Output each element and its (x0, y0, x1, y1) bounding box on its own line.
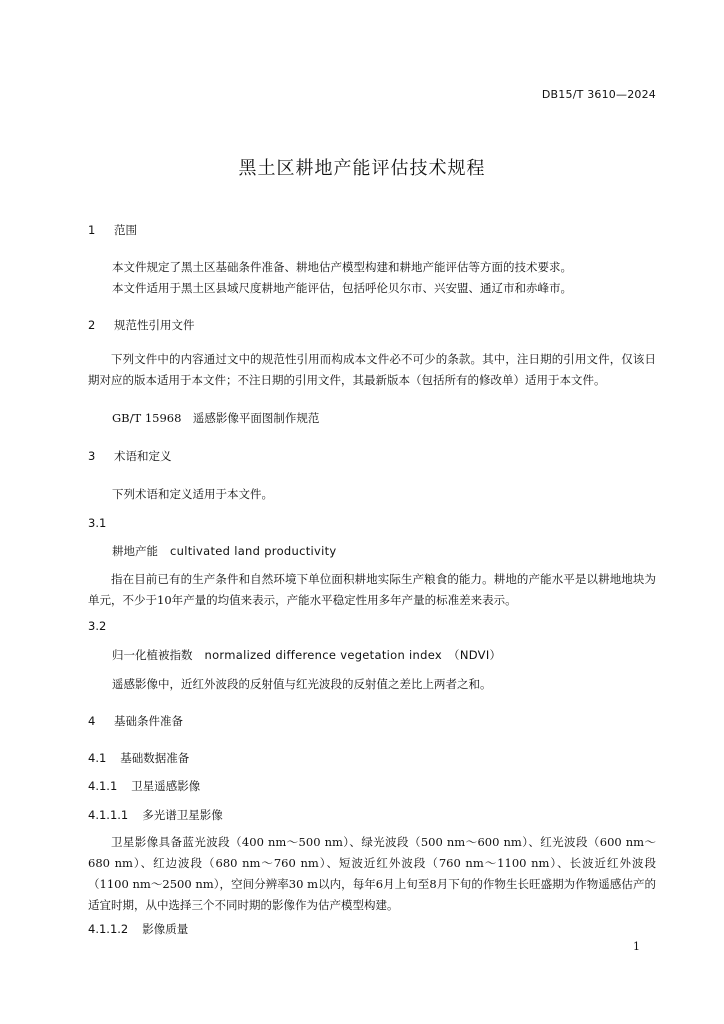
section-number: 4.1.1.1 (88, 808, 129, 822)
section-1-heading (88, 222, 137, 238)
section-number: 3 (88, 449, 96, 463)
term-definition: 遥感影像中，近红外波段的反射值与红光波段的反射值之差比上两者之和。 (112, 677, 492, 691)
paragraph: 下列术语和定义适用于本文件。 (112, 487, 273, 501)
term-number: 3.2 (88, 619, 107, 633)
section-number: 4.1 (88, 751, 107, 765)
paragraph: 下列文件中的内容通过文中的规范性引用而构成本文件必不可少的条款。其中，注日期的引用文件，仅该日期对应的版本适用于本文件；不注日期的引用文件，其最新版本（包括所有的修改单）适用于本文件。 (88, 352, 656, 387)
section-2-heading (88, 317, 195, 333)
subsection-heading (88, 807, 223, 823)
section-title: 卫星遥感影像 (131, 779, 201, 793)
term-heading (112, 647, 501, 663)
section-title: 范围 (114, 223, 137, 237)
paragraph: 本文件适用于黑土区县域尺度耕地产能评估，包括呼伦贝尔市、兴安盟、通辽市和赤峰市。 (112, 281, 572, 295)
page-number: 1 (633, 940, 640, 953)
term-english: normalized difference vegetation index （NDVI） (204, 648, 502, 662)
section-3-heading (88, 448, 172, 464)
term-definition: 指在目前已有的生产条件和自然环境下单位面积耕地实际生产粮食的能力。耕地的产能水平是以耕地地块为单元，不少于10年产量的均值来表示，产能水平稳定性用多年产量的标准差来表示。 (88, 572, 656, 607)
section-title: 影像质量 (142, 922, 189, 936)
section-title: 基础条件准备 (114, 714, 183, 728)
section-title: 规范性引用文件 (114, 318, 195, 332)
section-title: 多光谱卫星影像 (142, 808, 223, 822)
section-number: 1 (88, 223, 96, 237)
paragraph: 本文件规定了黑土区基础条件准备、耕地估产模型构建和耕地产能评估等方面的技术要求。 (112, 260, 572, 274)
subsection-heading (88, 778, 200, 794)
subsection-heading (88, 921, 188, 937)
section-title: 基础数据准备 (120, 751, 190, 765)
section-title: 术语和定义 (114, 449, 172, 463)
section-number: 2 (88, 318, 96, 332)
term-chinese: 耕地产能 (112, 544, 158, 558)
paragraph: 卫星影像具备蓝光波段（400 nm～500 nm）、绿光波段（500 nm～600 nm）、红光波段（600 nm～680 nm）、红边波段（680 nm～760 nm）、短波近红外波段（760 nm～1100 nm）、长波近红外波段（1100 nm～2500 nm），空间分辨率30 m以内，每年6月上旬至8月下旬的作物生长旺盛期为作物遥感估产的适宜时期，从中选择三个不同时期的影像作为估产模型构建。 (88, 835, 656, 912)
document-number: DB15/T 3610—2024 (541, 88, 656, 101)
normative-reference: GB/T 15968 遥感影像平面图制作规范 (112, 411, 320, 425)
section-number: 4 (88, 714, 96, 728)
term-english: cultivated land productivity (170, 544, 337, 558)
section-4-heading (88, 713, 183, 729)
document-title: 黑土区耕地产能评估技术规程 (238, 158, 486, 179)
section-number: 4.1.1.2 (88, 922, 129, 936)
subsection-heading (88, 750, 189, 766)
term-heading (112, 543, 337, 559)
term-number: 3.1 (88, 516, 107, 530)
section-number: 4.1.1 (88, 779, 118, 793)
term-chinese: 归一化植被指数 (112, 648, 193, 662)
